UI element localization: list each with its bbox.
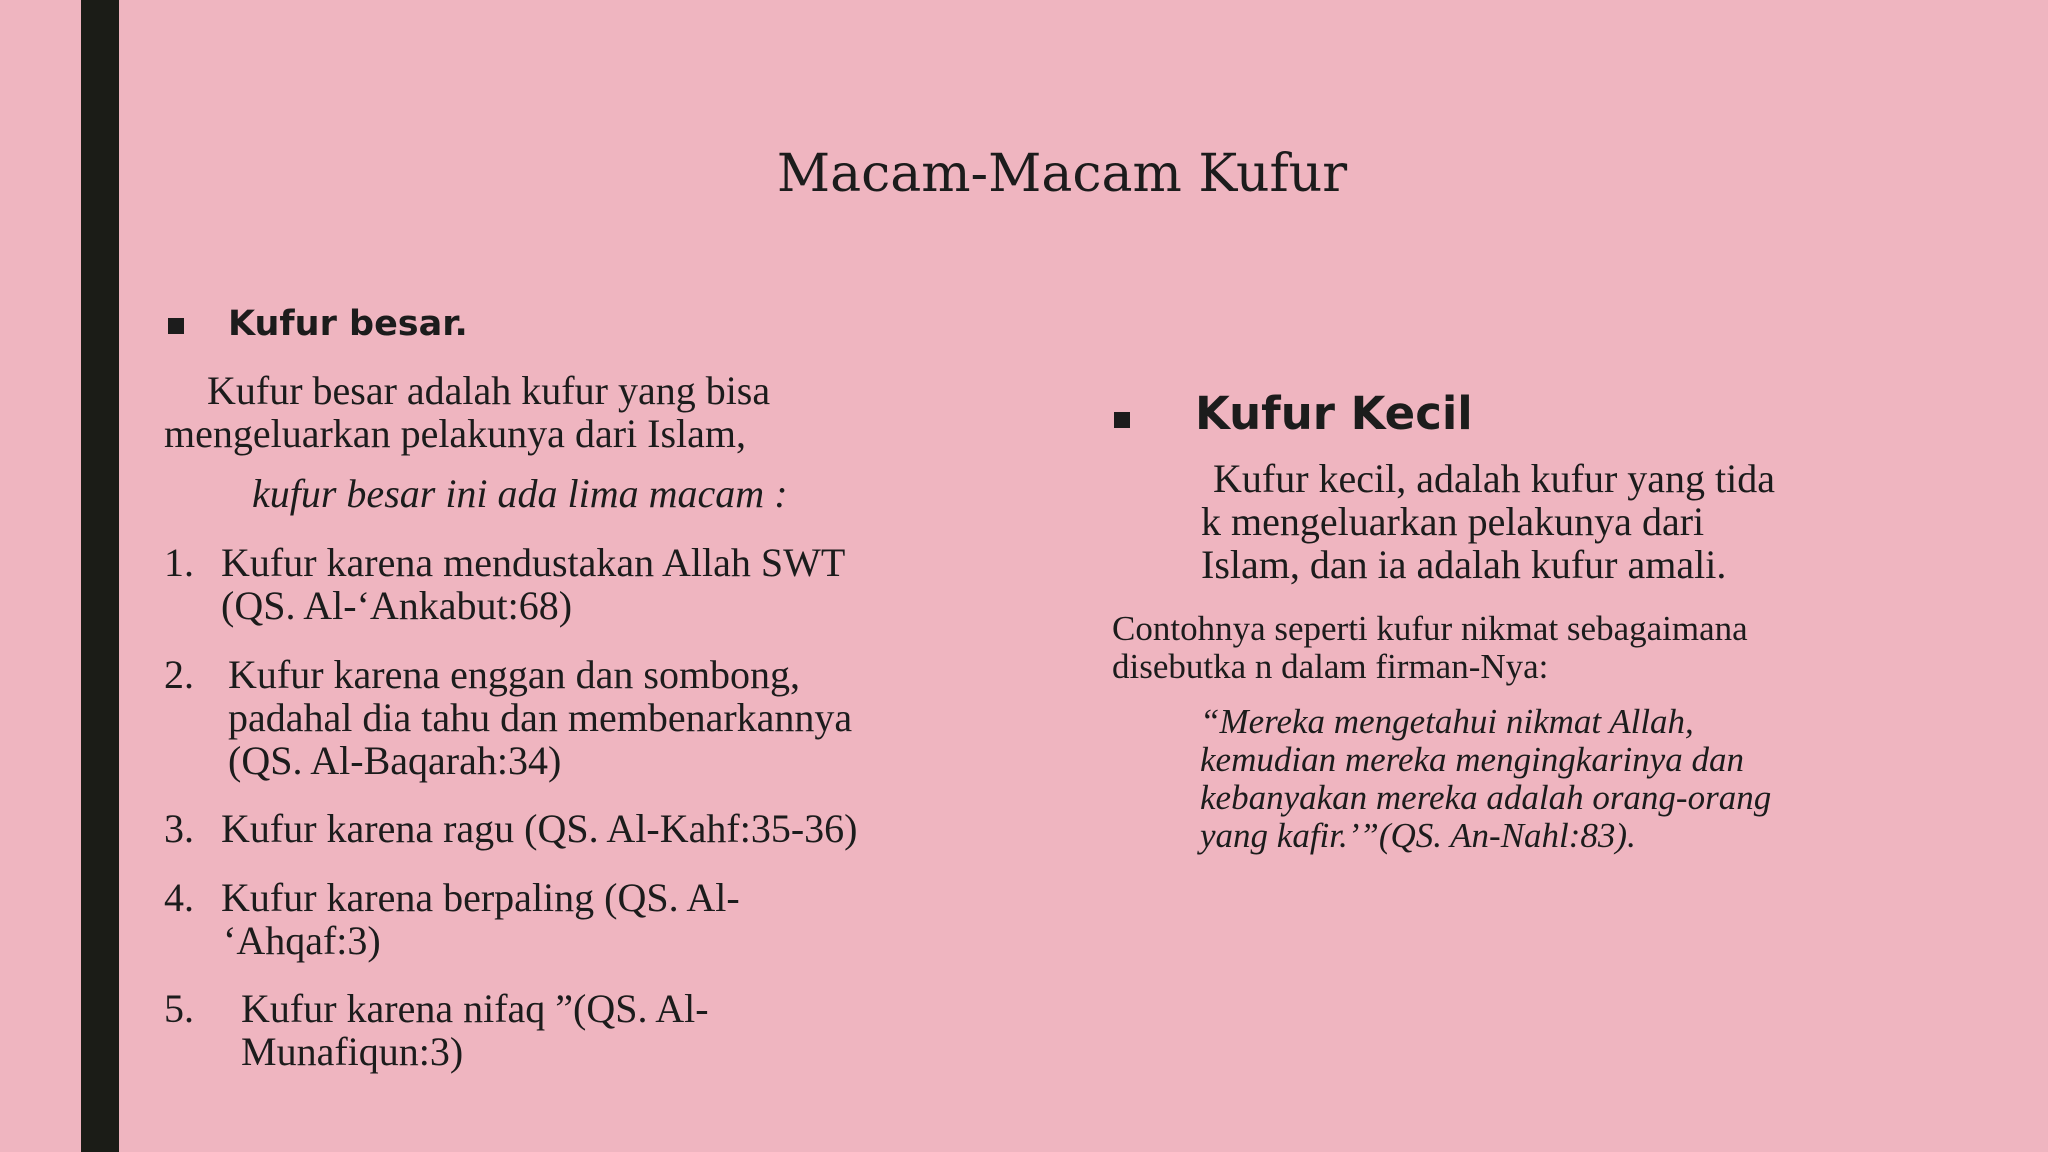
list-line: Kufur karena nifaq ”(QS. Al- <box>241 986 709 1031</box>
square-bullet-icon <box>1114 412 1130 428</box>
list-line: Kufur karena ragu (QS. Al-Kahf:35-36) <box>221 806 858 851</box>
quote-line: kebanyakan mereka adalah orang-orang <box>1200 778 1772 817</box>
description-line: Kufur besar adalah kufur yang bisa <box>207 368 771 413</box>
list-line: Kufur karena berpaling (QS. Al- <box>221 875 740 920</box>
quote-line: kemudian mereka mengingkarinya dan <box>1200 740 1744 779</box>
description-line: mengeluarkan pelakunya dari Islam, <box>164 411 746 456</box>
example-line: Contohnya seperti kufur nikmat sebagaimana <box>1112 609 1748 648</box>
list-line: ‘Ahqaf:3) <box>223 918 381 963</box>
example-line: disebutka n dalam firman-Nya: <box>1112 647 1549 686</box>
quote-line: yang kafir.’”(QS. An-Nahl:83). <box>1200 816 1636 855</box>
description-line: Islam, dan ia adalah kufur amali. <box>1201 542 1727 587</box>
kufur-kecil-example <box>1112 610 1748 686</box>
description-line: k mengeluarkan pelakunya dari <box>1201 499 1705 544</box>
square-bullet-icon <box>168 318 184 334</box>
slide-title: Macam-Macam Kufur <box>776 144 1348 204</box>
kufur-besar-heading: Kufur besar. <box>228 304 468 344</box>
list-number: 5. <box>164 986 194 1031</box>
kufur-besar-intro: kufur besar ini ada lima macam : <box>252 471 788 516</box>
list-line: Kufur karena enggan dan sombong, <box>228 652 801 697</box>
quote-line: “Mereka mengetahui nikmat Allah, <box>1200 702 1694 741</box>
description-line: Kufur kecil, adalah kufur yang tida <box>1213 456 1776 501</box>
kufur-kecil-heading: Kufur Kecil <box>1195 387 1473 440</box>
list-number: 3. <box>164 806 194 851</box>
list-number: 2. <box>164 652 194 697</box>
kufur-kecil-description <box>1201 457 1775 586</box>
list-number: 1. <box>164 540 194 585</box>
list-line: (QS. Al-‘Ankabut:68) <box>221 583 573 628</box>
kufur-besar-description <box>164 369 770 455</box>
list-line: (QS. Al-Baqarah:34) <box>228 738 562 783</box>
list-line: Kufur karena mendustakan Allah SWT <box>221 540 846 585</box>
list-line: Munafiqun:3) <box>241 1029 464 1074</box>
quran-quote <box>1200 703 1771 855</box>
list-number: 4. <box>164 875 194 920</box>
list-line: padahal dia tahu dan membenarkannya <box>228 695 853 740</box>
